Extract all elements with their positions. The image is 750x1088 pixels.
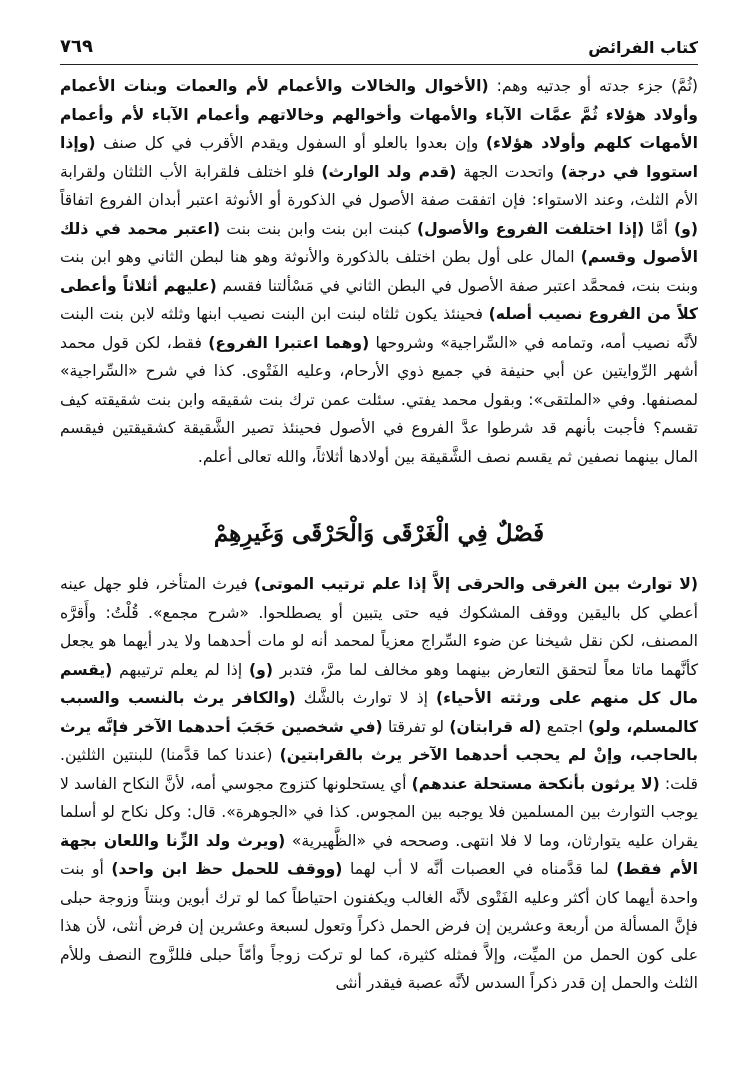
- text-run: فحينئذ يكون ثلثاه لبنت ابن البنت نصيب ابنها وثلثه لابن بنت البنت لأنَّه نصيب أمه، وتمامه في «السِّراجية» وشروحها: [60, 305, 698, 352]
- text-run: (عندنا كما قدَّمنا) للبنتين الثلثين. قلت:: [60, 746, 699, 793]
- text-run: (ثُمَّ) جزء جدته أو جدتيه وهم:: [488, 77, 698, 95]
- text-run: لما قدَّمناه في العصبات أنَّه لا أب لهما: [342, 860, 617, 878]
- matn-text: (ويرث ولد الزِّنا واللعان بجهة الأم فقط): [60, 831, 698, 878]
- matn-text: (له قرابتان): [449, 717, 542, 736]
- text-run: لو تفرقتا: [382, 717, 450, 736]
- matn-text: (اعتبر محمد في ذلك الأصول وقسم): [60, 219, 698, 266]
- text-run: واتحدت الجهة: [456, 162, 561, 181]
- matn-text: (والكافر يرث بالنسب والسبب كالمسلم، ولو): [60, 689, 699, 736]
- matn-text: (لا توارث بين الغرقى والحرقى إلاَّ إذا علم ترتيب الموتى): [253, 575, 698, 593]
- text-run: أمَّا: [644, 219, 675, 238]
- matn-text: (ووقف للحمل حظ ابن واحد): [111, 860, 343, 878]
- matn-text: (إذا اختلفت الفروع والأصول): [416, 219, 645, 238]
- text-run: كبنت ابن بنت وابن بنت بنت: [220, 219, 417, 238]
- matn-text: (عليهم أثلاثاً وأعطى كلاً من الفروع نصيب أصله): [60, 276, 698, 323]
- paragraph: [60, 570, 698, 998]
- text-run: المال على أول بطن اختلف بالذكورة والأنوثة وهو هنا لبطن الثاني وهو ابن بنت وبنت بنت، فمحمَّد اعتبر صفة الأصول في البطن الثاني في مَسْألتنا فقسم: [60, 248, 698, 295]
- text-run: إذا لم يعلم ترتيبهم: [112, 660, 250, 679]
- matn-text: (وهما اعتبرا الفروع): [208, 333, 370, 352]
- text-run: أي يستحلونها كتزوج مجوسي أمه، لأنَّ النكاح الفاسد لا يوجب التوارث بين المسلمين فلا يوجبه بين المجوس. كذا في «الجوهرة». قال: وكل نكاح لو أسلما يقران عليه يتوارثان، وما لا فلا انتهى. وصححه في «الظَّهيرية»: [60, 774, 699, 850]
- matn-text: (قدم ولد الوارث): [321, 162, 457, 181]
- header-rule: [60, 64, 698, 65]
- page-number: ٧٦٩: [60, 36, 93, 57]
- matn-text: (الأخوال والخالات والأعمام لأم والعمات وبنات الأعمام وأولاد هؤلاء ثُمَّ عمَّات الآباء والأمهات وأخوالهم وخالاتهم وأعمام الآباء لأم وأعمام الأمهات كلهم وأولاد هؤلاء): [60, 77, 698, 152]
- commentary-passage-drowned-burned: [60, 570, 698, 998]
- text-run: أو بنت واحدة أيهما كان أكثر وعليه الفَتْوى لأنَّه الغالب ويكفنون احتياطاً كما لو ترك أبوين وبنتاً وزوجة حبلى فإنَّ المسألة من أربعة وعشرين إن فرض الحمل ذكراً وتعول لسبعة وعشرين إن فرض أنثى، لأن هذا على كون الحمل من الميِّت، وإلاَّ فمثله كثيرة، كما لو تركت زوجاً وأمّاً حبلى فللزَّوج النصف وللأم الثلث والحمل إن قدر ذكراً السدس لأنَّه عصبة فيقدر أنثى: [60, 860, 698, 992]
- page-header: [60, 36, 698, 62]
- text-run: إذ لا توارث بالشَّك: [295, 689, 437, 707]
- matn-text: (و): [674, 219, 698, 238]
- running-title: كتاب الفرائض: [588, 38, 698, 57]
- text-run: فقط، لكن قول محمد أشهر الرِّوايتين عن أبي حنيفة في جميع ذوي الأرحام، وعليه الفَتْوى. كذا في شرح «السِّراجية» لمصنفها. وفي «الملتقى»: وبقول محمد يفتي. سئلت عمن ترك بنت شقيقه وابن بنت شقيقته كيف تقسم؟ فأجبت بأنهم قد شرطوا عدَّ الفروع في الأصول فحينئذ تصير الشَّقيقة كشقيقتين فيقسم المال بينهما نصفين ثم يقسم نصف الشَّقيقة بين أولادها أثلاثاً، والله تعالى أعلم.: [60, 333, 698, 466]
- text-run: وإن بعدوا بالعلو أو السفول ويقدم الأقرب في كل صنف: [95, 134, 486, 152]
- text-run: فلو اختلف فلقرابة الأب الثلثان ولقرابة الأم الثلث، وعند الاستواء: فإن اتفقت صفة الأصول في الذكورة أو الأنوثة اعتبر أبدان الفروع اتفاقاً: [60, 162, 698, 209]
- section-title: فَصْلٌ فِي الْغَرْقَى وَالْحَرْقَى وَغَيرِهِمْ: [213, 520, 545, 547]
- commentary-passage-inheritance: [60, 72, 698, 471]
- matn-text: (و): [249, 660, 273, 679]
- text-run: فيرث المتأخر، فلو جهل عينه أعطي كل باليقين ووقف المشكوك فيه حتى يتبين أو يصطلحوا. «شرح مجمع». قُلْتُ: وأَقرَّه المصنف، لكن نقل شيخنا عن ضوء السِّراج معزياً لمحمد أنه لو مات أحدهما ولا يدر أيهما هو يجعل كأنَّهما ماتا معاً لتحقق التعارض بينهما وهو مخالف لما مرَّ، فتدبر: [60, 575, 698, 679]
- matn-text: (يقسم مال كل منهم على ورثته الأحياء): [60, 660, 699, 707]
- paragraph: [60, 72, 698, 471]
- matn-text: (لا يرثون بأنكحة مستحلة عندهم): [411, 774, 660, 793]
- matn-text: (وإذا استووا في درجة): [60, 134, 698, 181]
- matn-text: (في شخصين حَجَبَ أحدهما الآخر فإنَّه يرث بالحاجب، وإنْ لم يحجب أحدهما الآخر يرث بالقرابتين): [60, 717, 698, 764]
- text-run: اجتمع: [541, 717, 589, 736]
